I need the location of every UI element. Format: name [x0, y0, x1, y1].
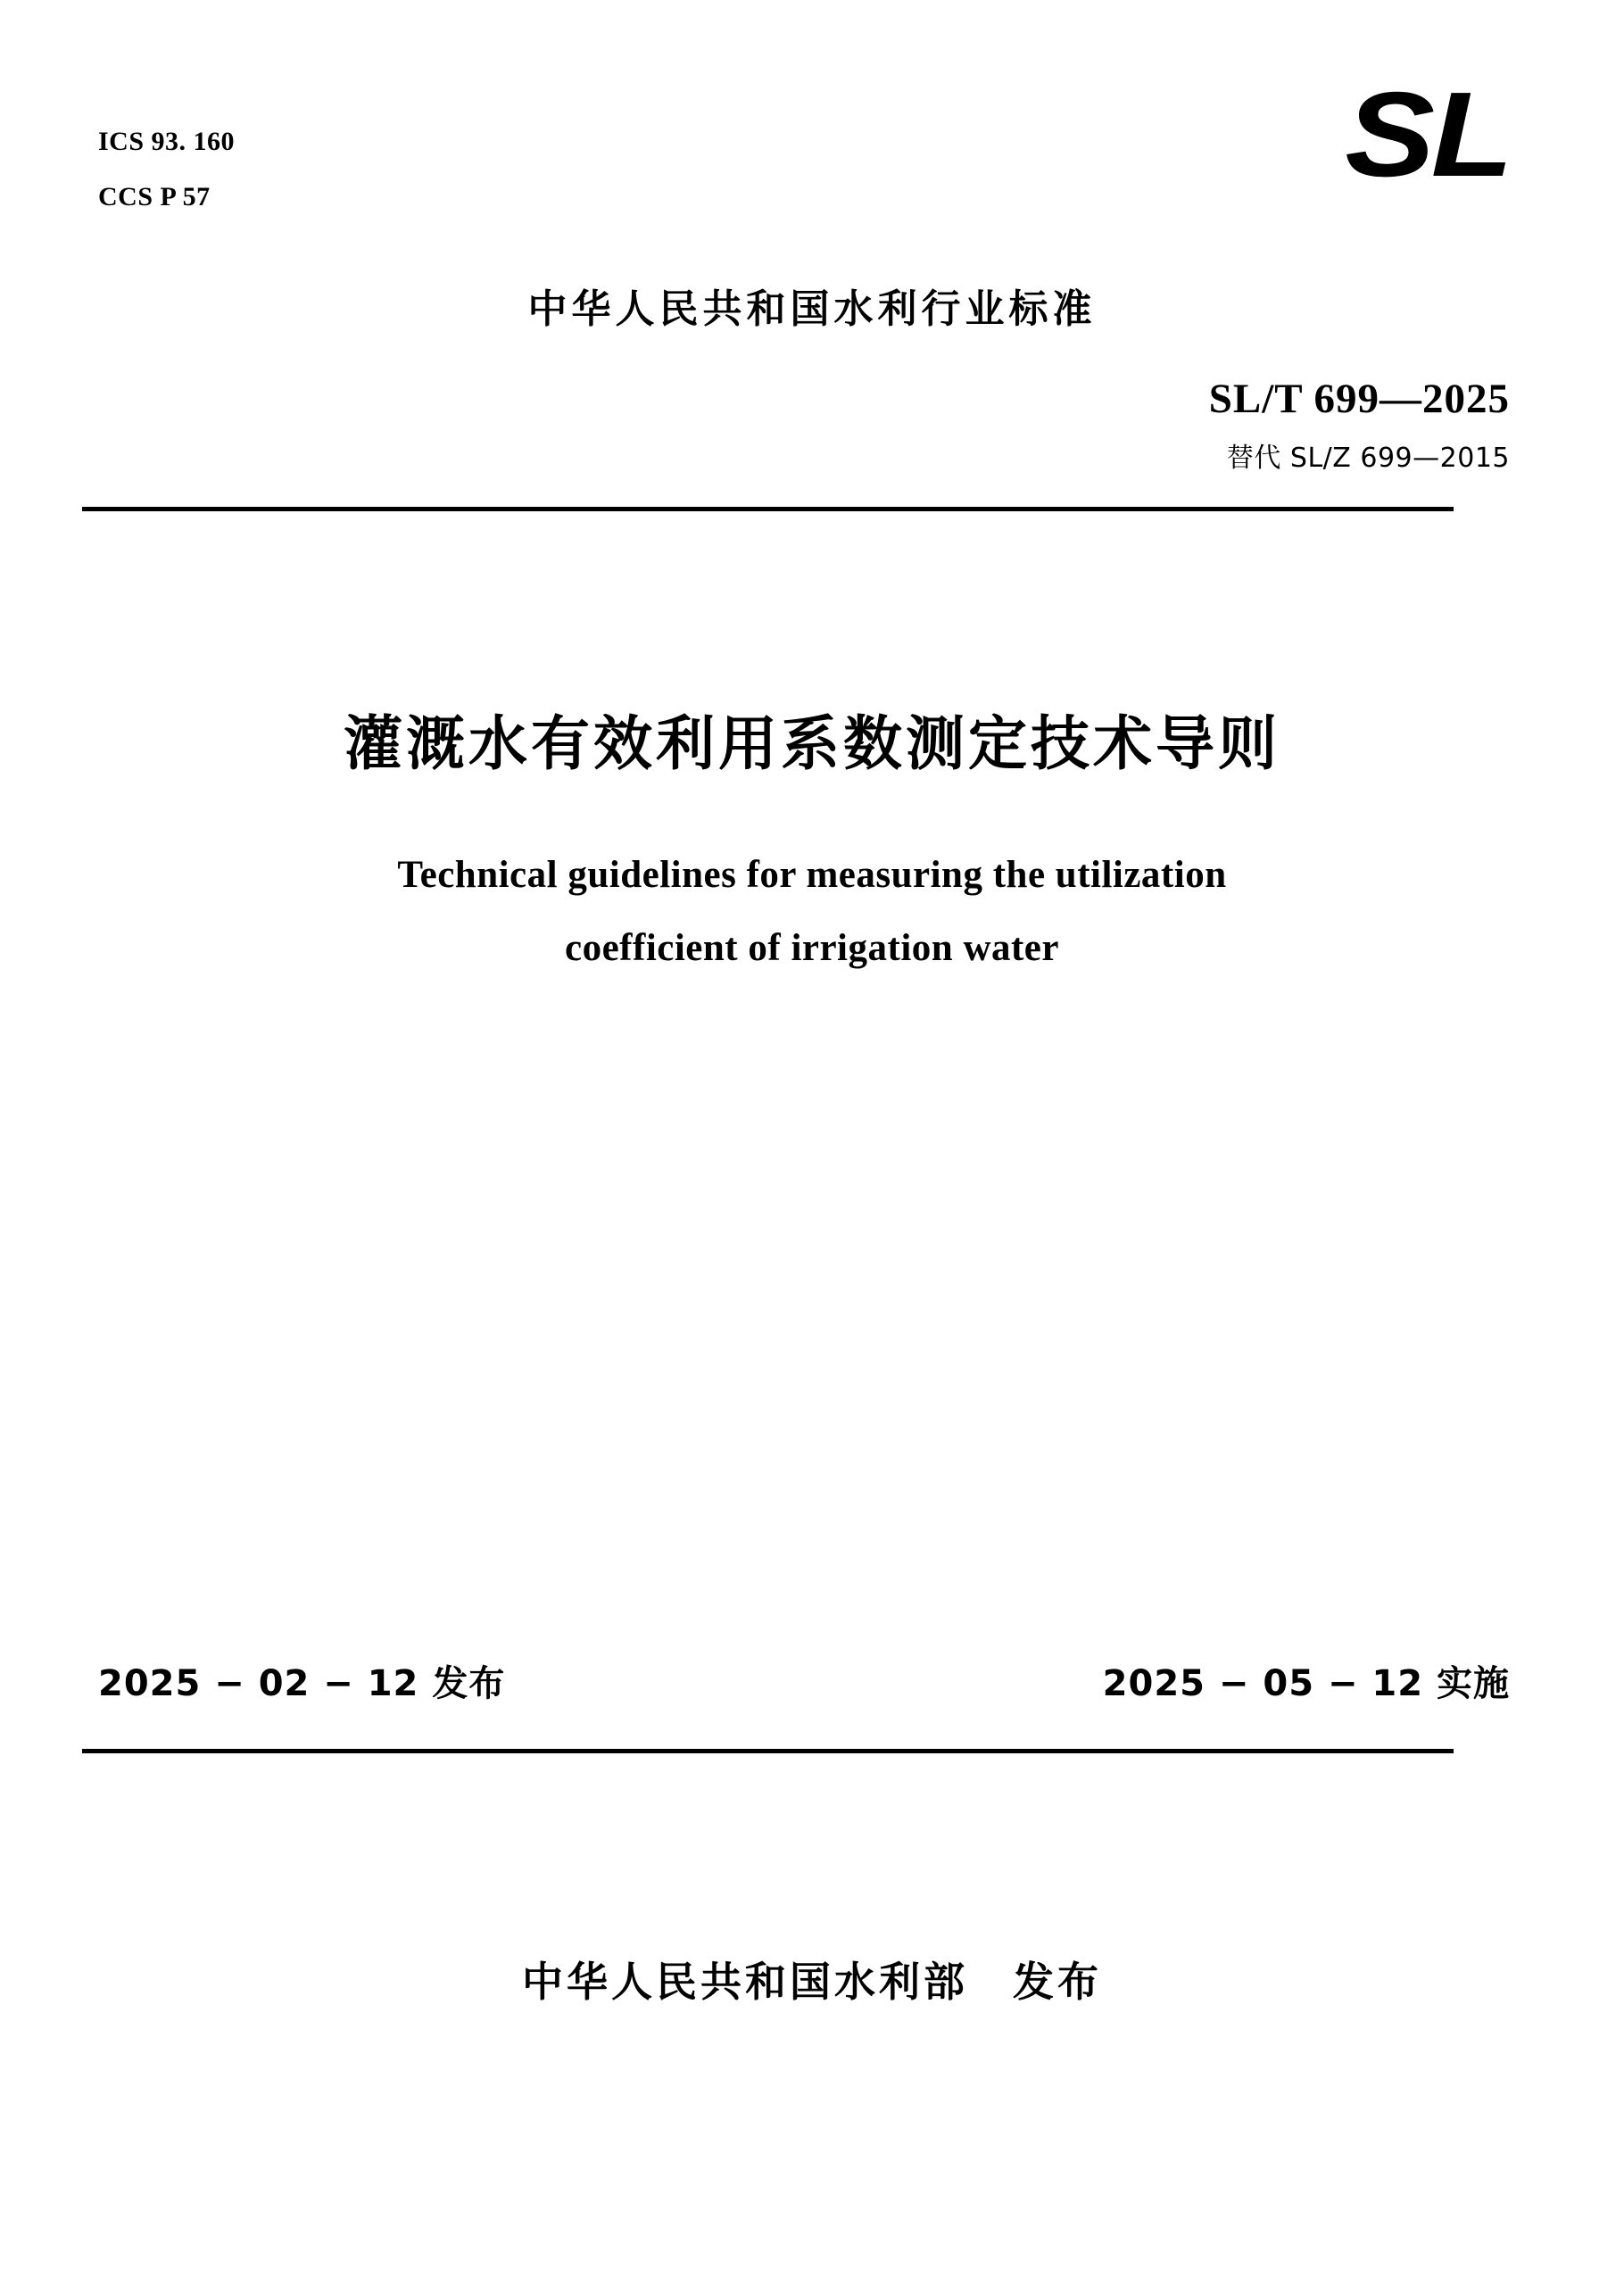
page-title-english	[187, 839, 1437, 985]
ccs-code: CCS P 57	[98, 182, 211, 211]
ics-code: ICS 93. 160	[98, 127, 236, 156]
page-title: 灌溉水有效利用系数测定技术导则	[344, 709, 1280, 778]
title-english-line-1: Technical guidelines for measuring the utilization	[397, 854, 1227, 896]
sl-logo: SL	[1345, 67, 1510, 202]
publisher: 中华人民共和国水利部 发布	[522, 1958, 1102, 2006]
issue-date: 2025 − 02 − 12 发布	[98, 1663, 506, 1704]
replaced-standard: 替代 SL/Z 699—2015	[1226, 443, 1510, 474]
effective-date: 2025 − 05 − 12 实施	[1102, 1663, 1510, 1704]
divider-top	[82, 507, 1454, 511]
title-english-line-2: coefficient of irrigation water	[565, 927, 1059, 969]
standard-number: SL/T 699—2025	[1208, 376, 1510, 422]
divider-bottom	[82, 1749, 1454, 1753]
classification-codes	[98, 114, 235, 225]
issuing-organization-line: 中华人民共和国水利行业标准	[527, 286, 1097, 332]
